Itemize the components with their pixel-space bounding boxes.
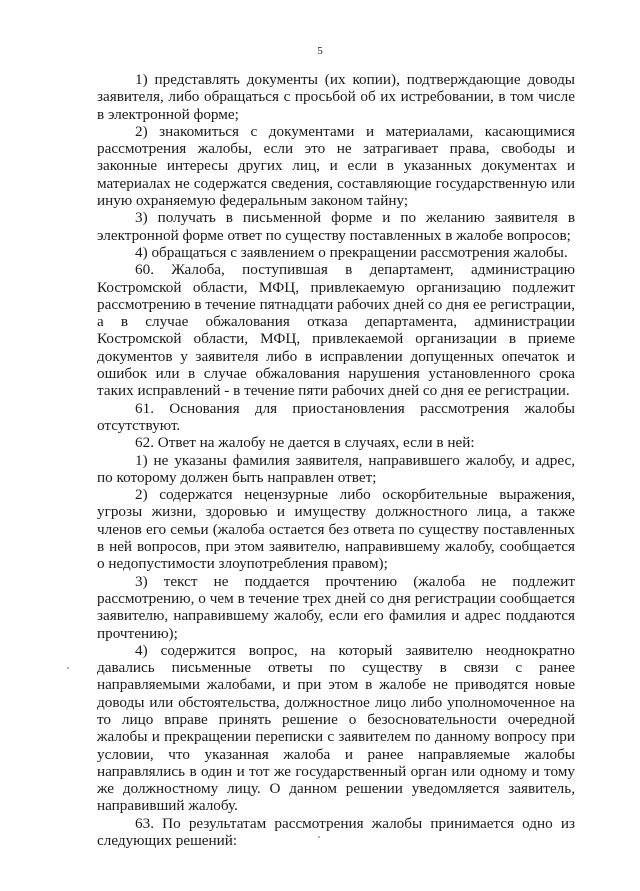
paragraph-right-2: 2) знакомиться с документами и материалами, касающимися рассмотрения жалобы, если это не затрагивает права, свободы и законные интересы других лиц, и если в указанных документах и материалах не содержатся сведения, составляющие государственную или иную охраняемую федеральным законом тайну; (97, 122, 575, 210)
page-number: 5 (317, 45, 323, 57)
paragraph-62-case-2: 2) содержатся нецензурные либо оскорбительные выражения, угрозы жизни, здоровью и имуществу должностного лица, а также членов его семьи (жалоба остается без ответа по существу поставленных в ней вопросов, при этом заявителю, направившему жалобу, сообщается о недопустимости злоупотребления правом); (97, 486, 575, 573)
paragraph-right-4: 4) обращаться с заявлением о прекращении рассмотрения жалобы. (135, 243, 568, 261)
scan-speck (67, 667, 69, 669)
paragraph-right-3: 3) получать в письменной форме и по желанию заявителя в электронной форме ответ по существу поставленных в жалобе вопросов; (97, 209, 575, 244)
paragraph-62-case-4: 4) содержится вопрос, на который заявителю неоднократно давались письменные ответы по существу в связи с ранее направляемыми жалобами, и при этом в жалобе не приводятся новые доводы или обстоятельства, должностное лицо либо уполномоченное на то лицо вправе принять решение о безосновательности очередной жалобы и прекращении переписки с заявителем по данному вопросу при условии, что указанная жалоба и ранее направляемые жалобы направлялись в один и тот же государственный орган или одному и тому же должностному лицу. О данном решении уведомляется заявитель, направивший жалобу. (97, 641, 575, 815)
scan-speck (318, 836, 320, 838)
paragraph-60: 60. Жалоба, поступившая в департамент, администрацию Костромской области, МФЦ, привлекаемую организацию подлежит рассмотрению в течение пятнадцати рабочих дней со дня ее регистрации, а в случае обжалования отказа департамента, администрации Костромской области, МФЦ, привлекаемой организации в приеме документов у заявителя либо в исправлении допущенных опечаток и ошибок или в случае обжалования нарушения установленного срока таких исправлений - в течение пяти рабочих дней со дня ее регистрации. (97, 261, 575, 400)
paragraph-62-case-1: 1) не указаны фамилия заявителя, направившего жалобу, и адрес, по которому должен быть направлен ответ; (97, 451, 575, 486)
paragraph-61: 61. Основания для приостановления рассмотрения жалобы отсутствуют. (97, 399, 575, 434)
paragraph-62-case-3: 3) текст не поддается прочтению (жалоба не подлежит рассмотрению, о чем в течение трех дней со дня регистрации сообщается заявителю, направившему жалобу, если его фамилия и адрес поддаются прочтению); (97, 572, 575, 642)
paragraph-right-1: 1) представлять документы (их копии), подтверждающие доводы заявителя, либо обращаться с просьбой об их истребовании, в том числе в электронной форме; (97, 71, 575, 123)
document-body (97, 71, 575, 849)
paragraph-62: 62. Ответ на жалобу не дается в случаях, если в ней: (135, 434, 475, 452)
paragraph-63: 63. По результатам рассмотрения жалобы принимается одно из следующих решений: (97, 814, 575, 850)
